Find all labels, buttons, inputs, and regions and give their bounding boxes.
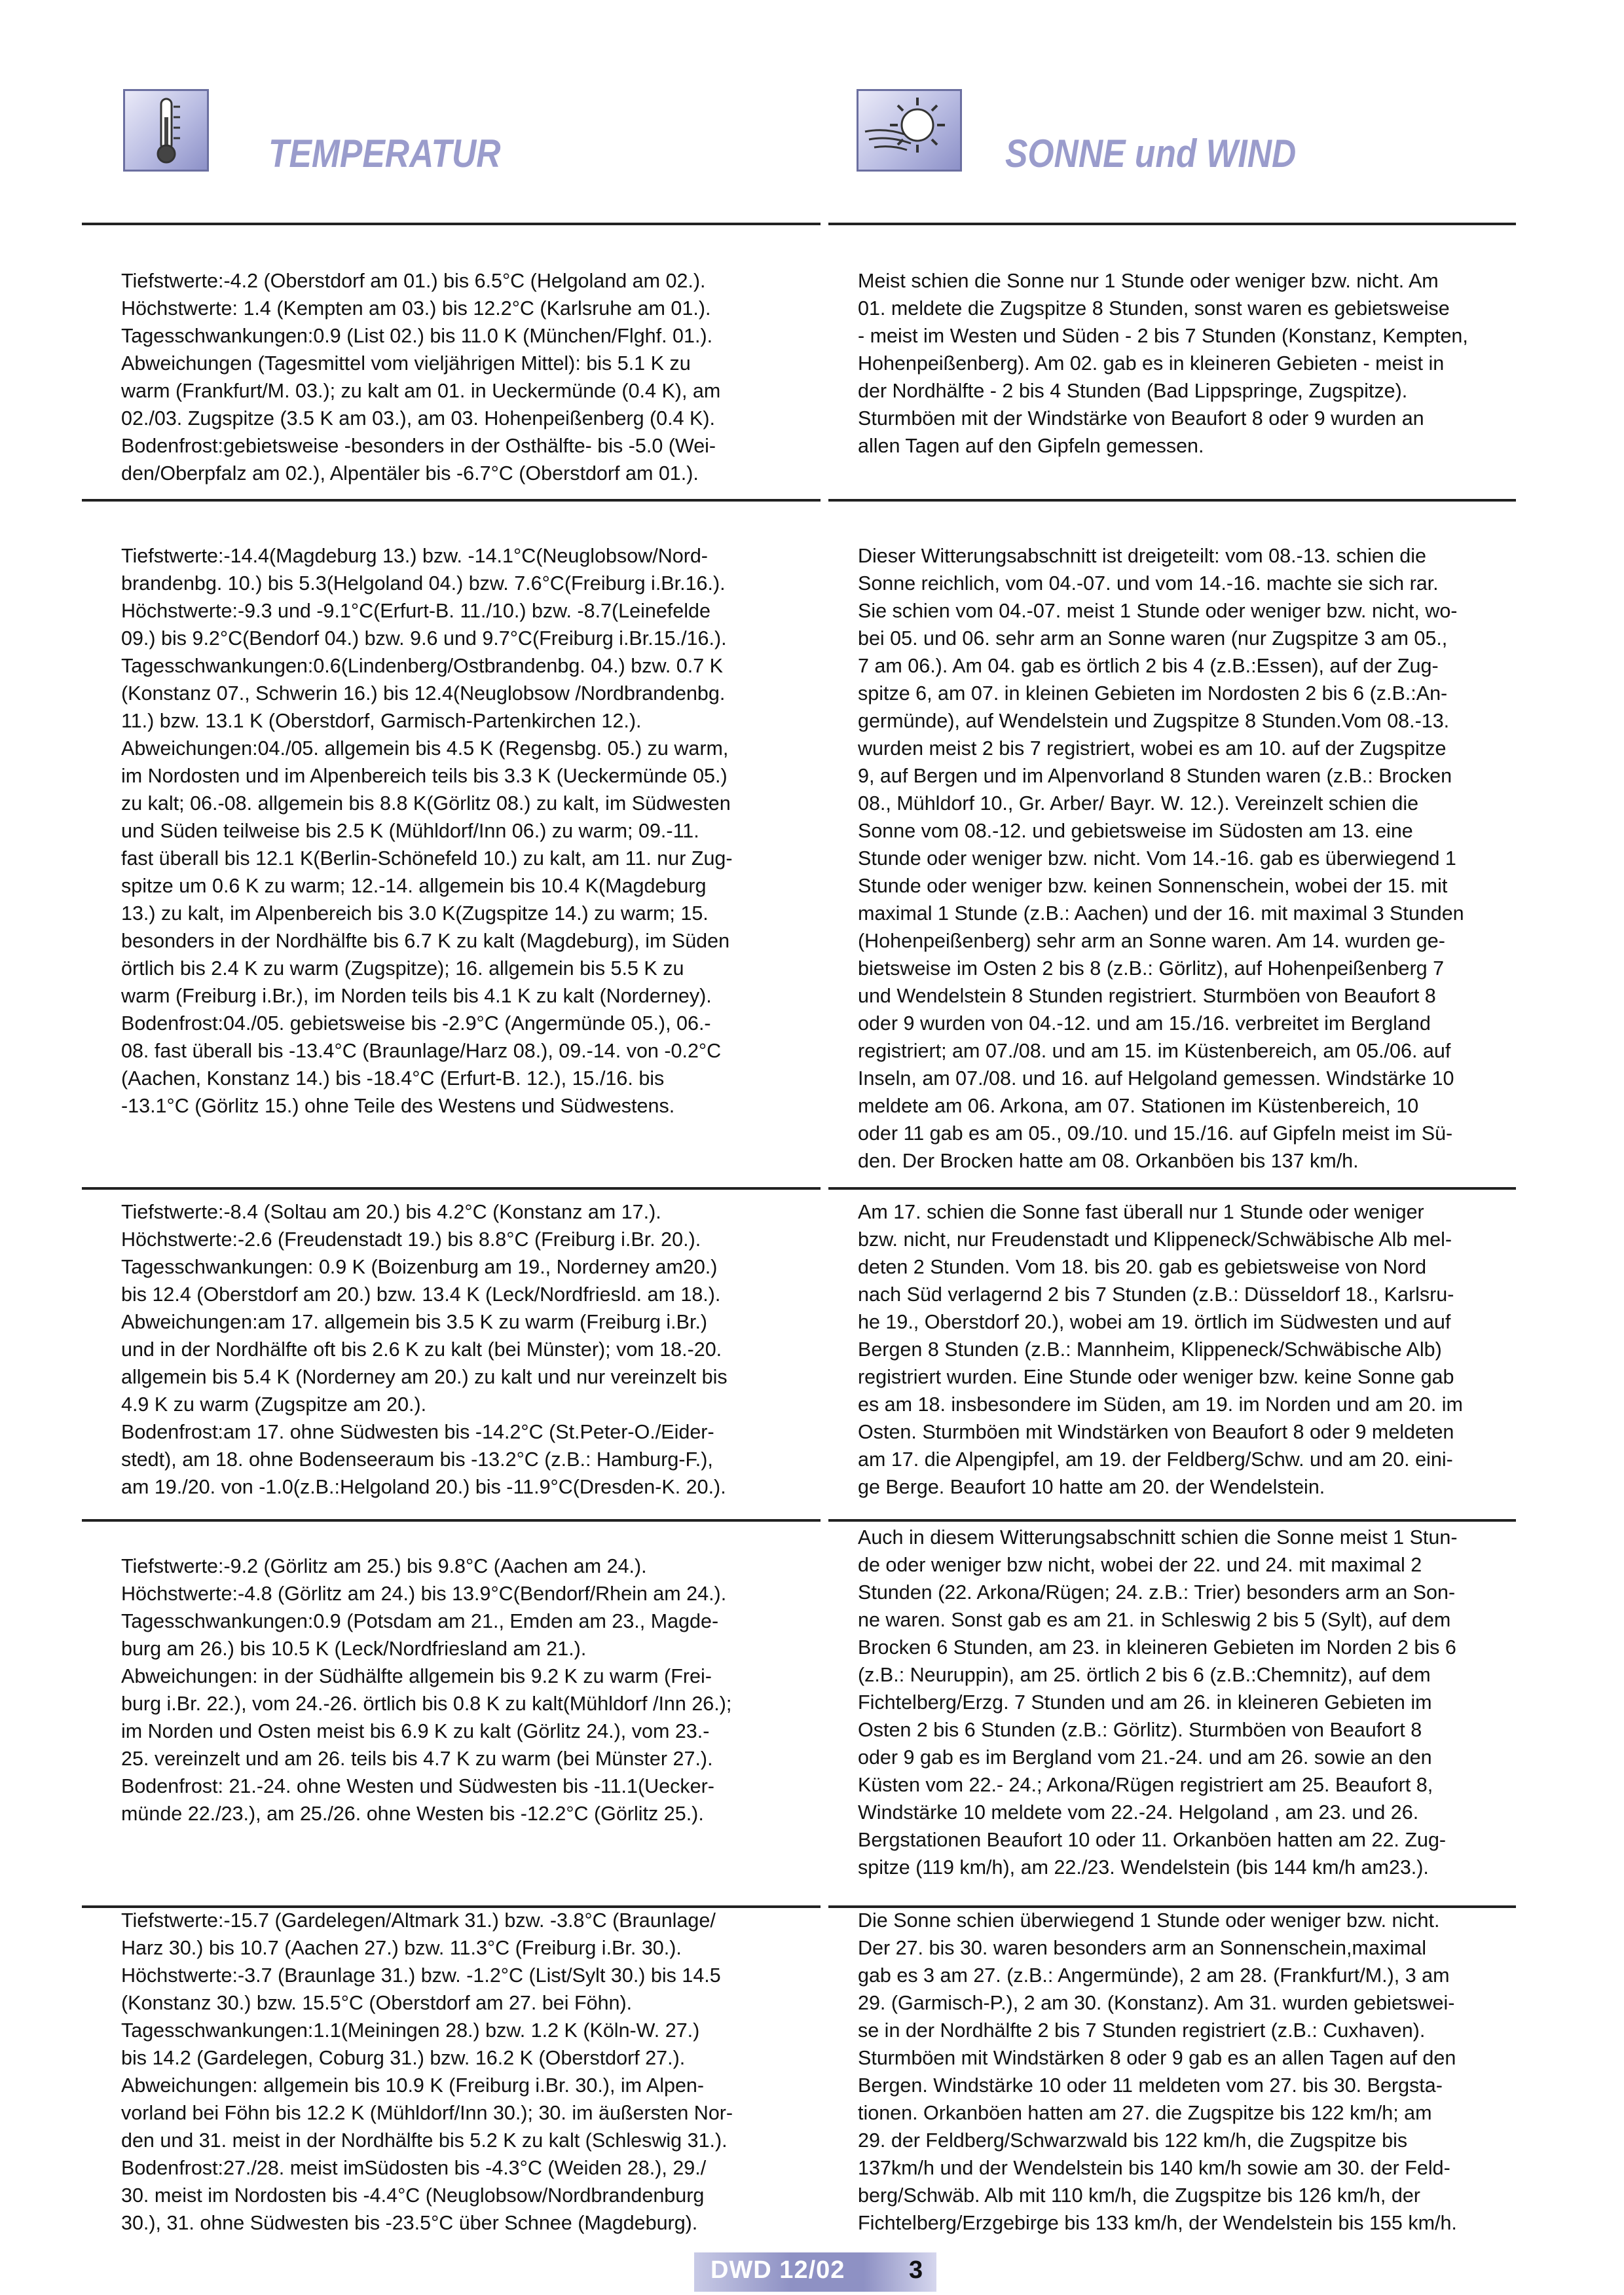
text-line: örtlich bis 2.4 K zu warm (Zugspitze); 16. allgemein bis 5.5 K zu: [121, 957, 684, 980]
text-line: registriert; am 07./08. und am 15. im Küstenbereich, am 05./06. auf: [858, 1040, 1451, 1062]
text-line: se in der Nordhälfte 2 bis 7 Stunden registriert (z.B.: Cuxhaven).: [858, 2019, 1426, 2042]
text-line: Stunden (22. Arkona/Rügen; 24. z.B.: Trier) besonders arm an Son-: [858, 1581, 1456, 1604]
text-line: (Konstanz 30.) bzw. 15.5°C (Oberstdorf am 27. bei Föhn).: [121, 1992, 633, 2014]
text-line: oder 9 wurden von 04.-12. und am 15./16. verbreitet im Bergland: [858, 1012, 1431, 1035]
text-line: Bodenfrost:27./28. meist imSüdosten bis -4.3°C (Weiden 28.), 29./: [121, 2157, 707, 2179]
text-line: Sturmböen mit der Windstärke von Beaufort 8 oder 9 wurden an: [858, 407, 1424, 430]
footer-label: DWD 12/02: [710, 2256, 845, 2284]
divider: [82, 499, 821, 502]
text-line: Höchstwerte: 1.4 (Kempten am 03.) bis 12.2°C (Karlsruhe am 01.).: [121, 297, 711, 320]
text-line: 7 am 06.). Am 04. gab es örtlich 2 bis 4 (z.B.:Essen), auf der Zug-: [858, 655, 1439, 677]
text-line: nach Süd verlagernd 2 bis 7 Stunden (z.B.: Düsseldorf 18., Karlsru-: [858, 1283, 1454, 1306]
text-line: Tiefstwerte:-9.2 (Görlitz am 25.) bis 9.8°C (Aachen am 24.).: [121, 1555, 647, 1577]
text-line: Brocken 6 Stunden, am 23. in kleineren Gebieten im Norden 2 bis 6: [858, 1636, 1456, 1659]
temperature-heading: TEMPERATUR: [268, 132, 501, 175]
text-line: Tagesschwankungen:0.9 (Potsdam am 21., Emden am 23., Magde-: [121, 1610, 719, 1632]
text-line: 08., Mühldorf 10., Gr. Arber/ Bayr. W. 12.). Vereinzelt schien die: [858, 792, 1419, 815]
divider: [828, 1187, 1516, 1190]
text-line: Sturmböen mit Windstärken 8 oder 9 gab es an allen Tagen auf den: [858, 2047, 1456, 2069]
divider: [82, 1519, 821, 1522]
text-line: (Konstanz 07., Schwerin 16.) bis 12.4(Neuglobsow /Nordbrandenbg.: [121, 682, 726, 705]
text-line: Höchstwerte:-3.7 (Braunlage 31.) bzw. -1.2°C (List/Sylt 30.) bis 14.5: [121, 1964, 721, 1987]
text-line: münde 22./23.), am 25./26. ohne Westen bis -12.2°C (Görlitz 25.).: [121, 1803, 704, 1825]
text-line: im Nordosten und im Alpenbereich teils bis 3.3 K (Ueckermünde 05.): [121, 765, 728, 787]
text-line: 01. meldete die Zugspitze 8 Stunden, sonst waren es gebietsweise: [858, 297, 1450, 320]
text-line: und in der Nordhälfte oft bis 2.6 K zu kalt (bei Münster); vom 18.-20.: [121, 1338, 722, 1361]
temperature-text-section-5: [121, 1907, 802, 2237]
text-line: 29. (Garmisch-P.), 2 am 30. (Konstanz). Am 31. wurden gebietswei-: [858, 1992, 1455, 2014]
text-line: Stunde oder weniger bzw. nicht. Vom 14.-16. gab es überwiegend 1: [858, 847, 1456, 870]
divider: [828, 499, 1516, 502]
text-line: burg i.Br. 22.), vom 24.-26. örtlich bis 0.8 K zu kalt(Mühldorf /Inn 26.);: [121, 1693, 732, 1715]
divider: [82, 223, 821, 225]
text-line: Osten 2 bis 6 Stunden (z.B.: Görlitz). Sturmböen von Beaufort 8: [858, 1719, 1422, 1741]
text-line: Bergen 8 Stunden (z.B.: Mannheim, Klippeneck/Schwäbische Alb): [858, 1338, 1442, 1361]
text-line: Hohenpeißenberg). Am 02. gab es in kleineren Gebieten - meist in: [858, 352, 1445, 375]
text-line: Abweichungen:04./05. allgemein bis 4.5 K (Regensbg. 05.) zu warm,: [121, 737, 729, 760]
text-line: bei 05. und 06. sehr arm an Sonne waren (nur Zugspitze 3 am 05.,: [858, 627, 1448, 650]
text-line: Tagesschwankungen:0.6(Lindenberg/Ostbrandenbg. 04.) bzw. 0.7 K: [121, 655, 724, 677]
text-line: bietsweise im Osten 2 bis 8 (z.B.: Görlitz), auf Hohenpeißenberg 7: [858, 957, 1445, 980]
text-line: fast überall bis 12.1 K(Berlin-Schönefeld 10.) zu kalt, am 11. nur Zug-: [121, 847, 733, 870]
text-line: Tagesschwankungen: 0.9 K (Boizenburg am 19., Norderney am20.): [121, 1256, 718, 1278]
text-line: - meist im Westen und Süden - 2 bis 7 Stunden (Konstanz, Kempten,: [858, 325, 1468, 347]
text-line: Bergen. Windstärke 10 oder 11 meldeten vom 27. bis 30. Bergsta-: [858, 2074, 1443, 2097]
text-line: meldete am 06. Arkona, am 07. Stationen im Küstenbereich, 10: [858, 1095, 1419, 1117]
text-line: allen Tagen auf den Gipfeln gemessen.: [858, 435, 1204, 457]
text-line: Osten. Sturmböen mit Windstärken von Beaufort 8 oder 9 meldeten: [858, 1421, 1454, 1443]
text-line: ne waren. Sonst gab es am 21. in Schleswig 2 bis 5 (Sylt), auf dem: [858, 1609, 1451, 1631]
text-line: Dieser Witterungsabschnitt ist dreigeteilt: vom 08.-13. schien die: [858, 545, 1426, 567]
text-line: 30.), 31. ohne Südwesten bis -23.5°C über Schnee (Magdeburg).: [121, 2212, 698, 2234]
temperature-text-section-2: [121, 542, 802, 1120]
text-line: den/Oberpfalz am 02.), Alpentäler bis -6.7°C (Oberstdorf am 01.).: [121, 462, 699, 485]
text-line: 13.) zu kalt, im Alpenbereich bis 3.0 K(Zugspitze 14.) zu warm; 15.: [121, 902, 709, 925]
sun-wind-text-section-1: [858, 267, 1539, 460]
text-line: Fichtelberg/Erzg. 7 Stunden und am 26. in kleineren Gebieten im: [858, 1691, 1432, 1714]
text-line: gab es 3 am 27. (z.B.: Angermünde), 2 am 28. (Frankfurt/M.), 3 am: [858, 1964, 1450, 1987]
text-line: 09.) bis 9.2°C(Bendorf 04.) bzw. 9.6 und 9.7°C(Freiburg i.Br.15./16.).: [121, 627, 727, 650]
temperature-text-section-4: [121, 1552, 802, 1827]
thermometer-icon: [123, 89, 209, 172]
text-line: und Wendelstein 8 Stunden registriert. Sturmböen von Beaufort 8: [858, 985, 1436, 1007]
text-line: der Nordhälfte - 2 bis 4 Stunden (Bad Lippspringe, Zugspitze).: [858, 380, 1408, 402]
text-line: Sonne vom 08.-12. und gebietsweise im Südosten am 13. eine: [858, 820, 1413, 842]
text-line: 137km/h und der Wendelstein bis 140 km/h sowie am 30. der Feld-: [858, 2157, 1450, 2179]
text-line: Tiefstwerte:-4.2 (Oberstdorf am 01.) bis 6.5°C (Helgoland am 02.).: [121, 270, 706, 292]
text-line: spitze 6, am 07. in kleinen Gebieten im Nordosten 2 bis 6 (z.B.:An-: [858, 682, 1448, 705]
sun-wind-icon: [857, 89, 962, 172]
text-line: besonders in der Nordhälfte bis 6.7 K zu kalt (Magdeburg), im Süden: [121, 930, 730, 952]
text-line: Abweichungen (Tagesmittel vom vieljährigen Mittel): bis 5.1 K zu: [121, 352, 691, 375]
text-line: (Aachen, Konstanz 14.) bis -18.4°C (Erfurt-B. 12.), 15./16. bis: [121, 1067, 665, 1090]
text-line: vorland bei Föhn bis 12.2 K (Mühldorf/Inn 30.); 30. im äußersten Nor-: [121, 2102, 733, 2124]
text-line: Abweichungen: allgemein bis 10.9 K (Freiburg i.Br. 30.), im Alpen-: [121, 2074, 705, 2097]
text-line: bis 14.2 (Gardelegen, Coburg 31.) bzw. 16.2 K (Oberstdorf 27.).: [121, 2047, 686, 2069]
text-line: Tiefstwerte:-14.4(Magdeburg 13.) bzw. -14.1°C(Neuglobsow/Nord-: [121, 545, 708, 567]
text-line: Küsten vom 22.- 24.; Arkona/Rügen registriert am 25. Beaufort 8,: [858, 1774, 1433, 1796]
text-line: warm (Frankfurt/M. 03.); zu kalt am 01. in Ueckermünde (0.4 K), am: [121, 380, 721, 402]
text-line: deten 2 Stunden. Vom 18. bis 20. gab es gebietsweise von Nord: [858, 1256, 1427, 1278]
text-line: Abweichungen:am 17. allgemein bis 3.5 K zu warm (Freiburg i.Br.): [121, 1311, 708, 1333]
text-line: den und 31. meist in der Nordhälfte bis 5.2 K zu kalt (Schleswig 31.).: [121, 2129, 728, 2152]
text-line: 11.) bzw. 13.1 K (Oberstdorf, Garmisch-Partenkirchen 12.).: [121, 710, 642, 732]
text-line: Bodenfrost:04./05. gebietsweise bis -2.9°C (Angermünde 05.), 06.-: [121, 1012, 711, 1035]
text-line: germünde), auf Wendelstein und Zugspitze 8 Stunden.Vom 08.-13.: [858, 710, 1450, 732]
text-line: Inseln, am 07./08. und 16. auf Helgoland gemessen. Windstärke 10: [858, 1067, 1454, 1090]
text-line: oder 11 gab es am 05., 09./10. und 15./16. auf Gipfeln meist im Sü-: [858, 1122, 1453, 1145]
text-line: Bodenfrost:am 17. ohne Südwesten bis -14.2°C (St.Peter-O./Eider-: [121, 1421, 714, 1443]
text-line: registriert wurden. Eine Stunde oder weniger bzw. keine Sonne gab: [858, 1366, 1454, 1388]
text-line: stedt), am 18. ohne Bodenseeraum bis -13.2°C (z.B.: Hamburg-F.),: [121, 1448, 713, 1471]
text-line: Harz 30.) bis 10.7 (Aachen 27.) bzw. 11.3°C (Freiburg i.Br. 30.).: [121, 1937, 682, 1959]
text-line: oder 9 gab es im Bergland vom 21.-24. und am 26. sowie an den: [858, 1746, 1432, 1769]
text-line: Bodenfrost: 21.-24. ohne Westen und Südwesten bis -11.1(Uecker-: [121, 1775, 714, 1797]
text-line: bis 12.4 (Oberstdorf am 20.) bzw. 13.4 K (Leck/Nordfriesld. am 18.).: [121, 1283, 721, 1306]
text-line: 02./03. Zugspitze (3.5 K am 03.), am 03. Hohenpeißenberg (0.4 K).: [121, 407, 716, 430]
text-line: Windstärke 10 meldete vom 22.-24. Helgoland , am 23. und 26.: [858, 1801, 1419, 1824]
text-line: brandenbg. 10.) bis 5.3(Helgoland 04.) bzw. 7.6°C(Freiburg i.Br.16.).: [121, 572, 726, 595]
text-line: -13.1°C (Görlitz 15.) ohne Teile des Westens und Südwestens.: [121, 1095, 675, 1117]
text-line: Der 27. bis 30. waren besonders arm an Sonnenschein,maximal: [858, 1937, 1427, 1959]
text-line: spitze um 0.6 K zu warm; 12.-14. allgemein bis 10.4 K(Magdeburg: [121, 875, 707, 897]
text-line: Die Sonne schien überwiegend 1 Stunde oder weniger bzw. nicht.: [858, 1909, 1440, 1932]
text-line: spitze (119 km/h), am 22./23. Wendelstein (bis 144 km/h am23.).: [858, 1856, 1429, 1879]
text-line: Tagesschwankungen:1.1(Meiningen 28.) bzw. 1.2 K (Köln-W. 27.): [121, 2019, 700, 2042]
text-line: maximal 1 Stunde (z.B.: Aachen) und der 16. mit maximal 3 Stunden: [858, 902, 1464, 925]
text-line: Höchstwerte:-4.8 (Görlitz am 24.) bis 13.9°C(Bendorf/Rhein am 24.).: [121, 1583, 727, 1605]
text-line: 9, auf Bergen und im Alpenvorland 8 Stunden waren (z.B.: Brocken: [858, 765, 1452, 787]
text-line: Tiefstwerte:-8.4 (Soltau am 20.) bis 4.2°C (Konstanz am 17.).: [121, 1201, 661, 1223]
page-number: 3: [909, 2256, 923, 2284]
sun-wind-text-section-3: [858, 1198, 1539, 1501]
text-line: Am 17. schien die Sonne fast überall nur 1 Stunde oder weniger: [858, 1201, 1424, 1223]
text-line: bzw. nicht, nur Freudenstadt und Klippeneck/Schwäbische Alb mel-: [858, 1228, 1452, 1251]
sun-wind-text-section-2: [858, 542, 1539, 1175]
text-line: Sonne reichlich, vom 04.-07. und vom 14.-16. machte sie sich rar.: [858, 572, 1439, 595]
divider: [82, 1187, 821, 1190]
text-line: de oder weniger bzw nicht, wobei der 22. und 24. mit maximal 2: [858, 1554, 1422, 1576]
divider: [828, 1519, 1516, 1522]
text-line: Auch in diesem Witterungsabschnitt schien die Sonne meist 1 Stun-: [858, 1526, 1458, 1549]
text-line: den. Der Brocken hatte am 08. Orkanböen bis 137 km/h.: [858, 1150, 1359, 1172]
text-line: Sie schien vom 04.-07. meist 1 Stunde oder weniger bzw. nicht, wo-: [858, 600, 1458, 622]
sun-wind-text-section-5: [858, 1907, 1539, 2237]
text-line: Fichtelberg/Erzgebirge bis 133 km/h, der Wendelstein bis 155 km/h.: [858, 2212, 1457, 2234]
text-line: wurden meist 2 bis 7 registriert, wobei es am 10. auf der Zugspitze: [858, 737, 1447, 760]
text-line: ge Berge. Beaufort 10 hatte am 20. der Wendelstein.: [858, 1476, 1325, 1498]
text-line: (Hohenpeißenberg) sehr arm an Sonne waren. Am 14. wurden ge-: [858, 930, 1445, 952]
text-line: im Norden und Osten meist bis 6.9 K zu kalt (Görlitz 24.), vom 23.-: [121, 1720, 710, 1742]
text-line: Höchstwerte:-9.3 und -9.1°C(Erfurt-B. 11./10.) bzw. -8.7(Leinefelde: [121, 600, 710, 622]
text-line: (z.B.: Neuruppin), am 25. örtlich 2 bis 6 (z.B.:Chemnitz), auf dem: [858, 1664, 1431, 1686]
text-line: he 19., Oberstdorf 20.), wobei am 19. örtlich im Südwesten und auf: [858, 1311, 1451, 1333]
text-line: berg/Schwäb. Alb mit 110 km/h, die Zugspitze bis 126 km/h, der: [858, 2184, 1420, 2207]
text-line: allgemein bis 5.4 K (Norderney am 20.) zu kalt und nur vereinzelt bis: [121, 1366, 728, 1388]
text-line: zu kalt; 06.-08. allgemein bis 8.8 K(Görlitz 08.) zu kalt, im Südwesten: [121, 792, 731, 815]
text-line: warm (Freiburg i.Br.), im Norden teils bis 4.1 K zu kalt (Norderney).: [121, 985, 712, 1007]
temperature-text-section-1: [121, 267, 802, 487]
sun-wind-text-section-4: [858, 1524, 1539, 1881]
temperature-text-section-3: [121, 1198, 802, 1501]
text-line: Bodenfrost:gebietsweise -besonders in der Osthälfte- bis -5.0 (Wei-: [121, 435, 716, 457]
text-line: 08. fast überall bis -13.4°C (Braunlage/Harz 08.), 09.-14. von -0.2°C: [121, 1040, 722, 1062]
text-line: 29. der Feldberg/Schwarzwald bis 122 km/h, die Zugspitze bis: [858, 2129, 1408, 2152]
text-line: Meist schien die Sonne nur 1 Stunde oder weniger bzw. nicht. Am: [858, 270, 1439, 292]
text-line: und Süden teilweise bis 2.5 K (Mühldorf/Inn 06.) zu warm; 09.-11.: [121, 820, 699, 842]
text-line: burg am 26.) bis 10.5 K (Leck/Nordfriesland am 21.).: [121, 1638, 587, 1660]
text-line: tionen. Orkanböen hatten am 27. die Zugspitze bis 122 km/h; am: [858, 2102, 1432, 2124]
text-line: es am 18. insbesondere im Süden, am 19. im Norden und am 20. im: [858, 1393, 1463, 1416]
text-line: am 19./20. von -1.0(z.B.:Helgoland 20.) bis -11.9°C(Dresden-K. 20.).: [121, 1476, 726, 1498]
text-line: 25. vereinzelt und am 26. teils bis 4.7 K zu warm (bei Münster 27.).: [121, 1748, 713, 1770]
text-line: Abweichungen: in der Südhälfte allgemein bis 9.2 K zu warm (Frei-: [121, 1665, 712, 1687]
text-line: Stunde oder weniger bzw. keinen Sonnenschein, wobei der 15. mit: [858, 875, 1448, 897]
text-line: Höchstwerte:-2.6 (Freudenstadt 19.) bis 8.8°C (Freiburg i.Br. 20.).: [121, 1228, 701, 1251]
text-line: Bergstationen Beaufort 10 oder 11. Orkanböen hatten am 22. Zug-: [858, 1829, 1447, 1851]
text-line: am 17. die Alpengipfel, am 19. der Feldberg/Schw. und am 20. eini-: [858, 1448, 1453, 1471]
sun-wind-heading: SONNE und WIND: [1005, 132, 1297, 175]
text-line: 30. meist im Nordosten bis -4.4°C (Neuglobsow/Nordbrandenburg: [121, 2184, 705, 2207]
text-line: Tiefstwerte:-15.7 (Gardelegen/Altmark 31.) bzw. -3.8°C (Braunlage/: [121, 1909, 716, 1932]
text-line: 4.9 K zu warm (Zugspitze am 20.).: [121, 1393, 427, 1416]
divider: [828, 223, 1516, 225]
text-line: Tagesschwankungen:0.9 (List 02.) bis 11.0 K (München/Flghf. 01.).: [121, 325, 713, 347]
